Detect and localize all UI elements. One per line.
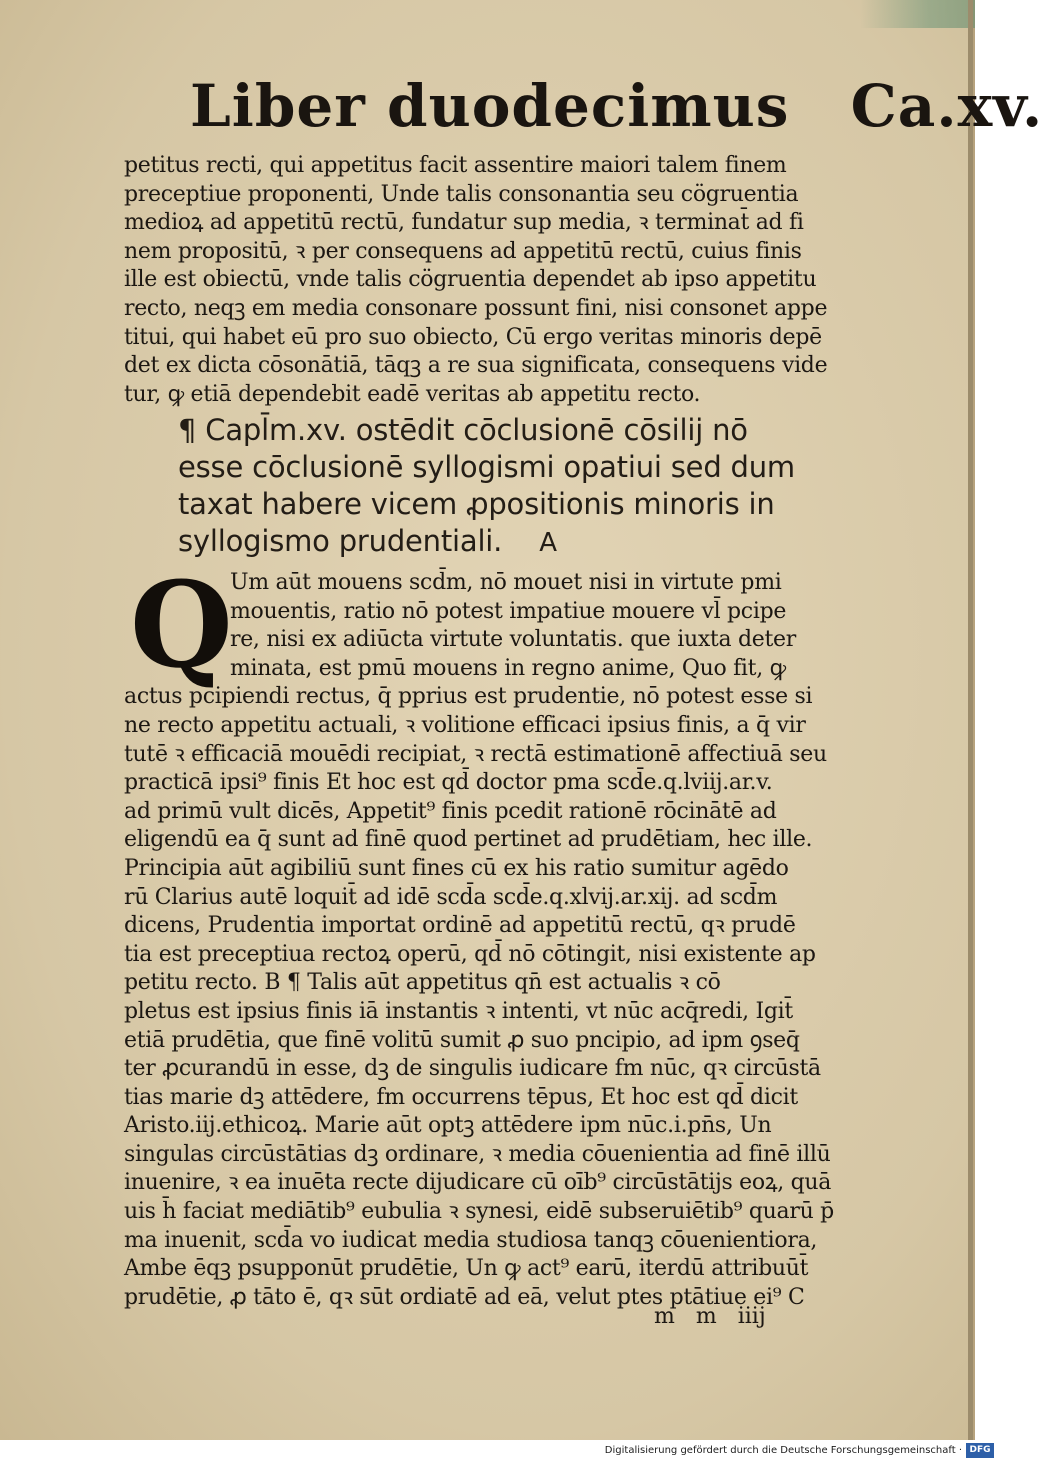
text-line: Ambe ēqꝫ psupponūt prudētie, Un ꝙ act⁹ earū, iterdū attribuūt̄	[124, 1256, 809, 1282]
funding-credit: Digitalisierung gefördert durch die Deutsche Forschungsgemeinschaft ·	[604, 1445, 962, 1456]
text-line: singulas circūstātias dꝫ ordinare, ꝛ media cōuenientia ad finē illū	[124, 1141, 831, 1167]
chapter-number: Ca.xv.	[850, 72, 1043, 140]
text-line: prudētie, ꝓ tāto ē, qꝛ sūt ordiatē ad eā, velut ptes ptātiue ei⁹ C	[124, 1284, 805, 1310]
text-line: eligendū ea q̄ sunt ad finē quod pertinet ad prudētiam, hec ille.	[124, 827, 813, 853]
text-line: ille est obiectū, vnde talis cögruentia dependet ab ipso appetitu	[124, 267, 817, 293]
caption-line: taxat habere vicem ꝓpositionis minoris in	[178, 487, 775, 521]
text-line: tutē ꝛ efficaciā mouēdi recipiat, ꝛ rectā estimationē affectiuā seu	[124, 741, 827, 767]
text-line: recto, neqꝫ em media consonare possunt fini, nisi consonet appe	[124, 295, 828, 321]
text-line: ter ꝓcurandū in esse, dꝫ de singulis iudicare fm nūc, qꝛ circūstā	[124, 1056, 821, 1082]
text-line: minata, est pmū mouens in regno anime, Quo fit, ꝙ	[230, 655, 786, 681]
chapter-caption	[178, 412, 818, 560]
running-heading	[190, 72, 1043, 140]
text-line: mouentis, ratio nō potest impatiue mouere vl̄ pcipe	[230, 598, 787, 624]
text-line: nem propositū, ꝛ per consequens ad appetitū rectū, cuius finis	[124, 238, 802, 264]
section-marker: A	[539, 528, 557, 558]
caption-line: ¶ Capl̄m.xv. ostēdit cōclusionē cōsilij nō	[178, 413, 748, 447]
caption-line: esse cōclusionē syllogismi opatiui sed dum	[178, 450, 795, 484]
text-line: titui, qui habet eū pro suo obiecto, Cū ergo veritas minoris depē	[124, 324, 822, 350]
text-line: Principia aūt agibiliū sunt fines cū ex his ratio sumitur agēdo	[124, 855, 789, 881]
caption-line	[178, 523, 818, 560]
paragraph-1	[124, 152, 834, 409]
text-line: pletus est ipsius finis iā instantis ꝛ intenti, vt nūc acq̄redi, Igit̄	[124, 998, 793, 1024]
text-line: dicens, Prudentia importat ordinē ad appetitū rectū, qꝛ prudē	[124, 913, 796, 939]
paragraph-2	[124, 555, 834, 1312]
text-line: rū Clarius autē loquit̄ ad idē scd̄a scd̄e.q.xlvij.ar.xij. ad scd̄m	[124, 884, 778, 910]
text-line: tia est preceptiua rectoꝝ operū, qd̄ nō cōtingit, nisi existente ap	[124, 941, 816, 967]
text-line: petitus recti, qui appetitus facit assentire maiori talem finem	[124, 153, 787, 178]
text-line: actus pcipiendi rectus, q̄ pprius est prudentie, nō potest esse si	[124, 684, 813, 710]
text-line: Um aūt mouens scd̄m, nō mouet nisi in virtute pmi	[230, 570, 782, 595]
text-line: petitu recto. B ¶ Talis aūt appetitus qn̄ est actualis ꝛ cō	[124, 970, 721, 996]
text-line: preceptiue proponenti, Unde talis consonantia seu cögruentia	[124, 181, 799, 207]
text-line: tias marie dꝫ attēdere, fm occurrens tēpus, Et hoc est qd̄ dicit	[124, 1084, 798, 1110]
footer-bar	[0, 1440, 1000, 1463]
text-line: Aristo.iij.ethicoꝝ. Marie aūt optꝫ attēdere ipm nūc.i.pn̄s, Un	[124, 1113, 772, 1139]
caption-line-text: syllogismo prudentiali.	[178, 524, 503, 558]
book-title: Liber duodecimus	[190, 72, 790, 140]
text-line: uis h̄ faciat mediātib⁹ eubulia ꝛ synesi, eidē subseruiētib⁹ quarū p̄	[124, 1199, 834, 1225]
dfg-logo[interactable]: DFG	[966, 1443, 994, 1458]
page-stain	[860, 0, 975, 28]
text-line: det ex dicta cōsonātiā, tāqꝫ a re sua significata, consequens vide	[124, 353, 828, 379]
decorated-initial: Q	[130, 555, 233, 694]
text-line: ma inuenit, scd̄a vo iudicat media studiosa tanqꝫ cōuenientiora,	[124, 1227, 818, 1253]
text-line: re, nisi ex adiūcta virtute voluntatis. que iuxta deter	[230, 627, 796, 653]
text-line: medioꝝ ad appetitū rectū, fundatur sup media, ꝛ terminat̄ ad fi	[124, 210, 804, 236]
text-line: tur, ꝙ etiā dependebit eadē veritas ab appetitu recto.	[124, 381, 701, 407]
page-edge	[968, 0, 973, 1440]
text-line: etiā prudētia, que finē volitū sumit ꝓ suo pncipio, ad ipm ꝯseq̄	[124, 1027, 800, 1053]
text-line: inuenire, ꝛ ea inuēta recte dijudicare cū oīb⁹ circūstātijs eoꝝ, quā	[124, 1170, 832, 1196]
text-line: ne recto appetitu actuali, ꝛ volitione efficaci ipsius finis, a q̄ vir	[124, 712, 806, 738]
text-line: ad primū vult dicēs, Appetit⁹ finis pcedit rationē rōcinātē ad	[124, 798, 777, 824]
text-line: practicā ipsi⁹ finis Et hoc est qd̄ doctor pma scd̄e.q.lviij.ar.v.	[124, 770, 773, 796]
signature-mark: m m iiij	[654, 1304, 766, 1329]
